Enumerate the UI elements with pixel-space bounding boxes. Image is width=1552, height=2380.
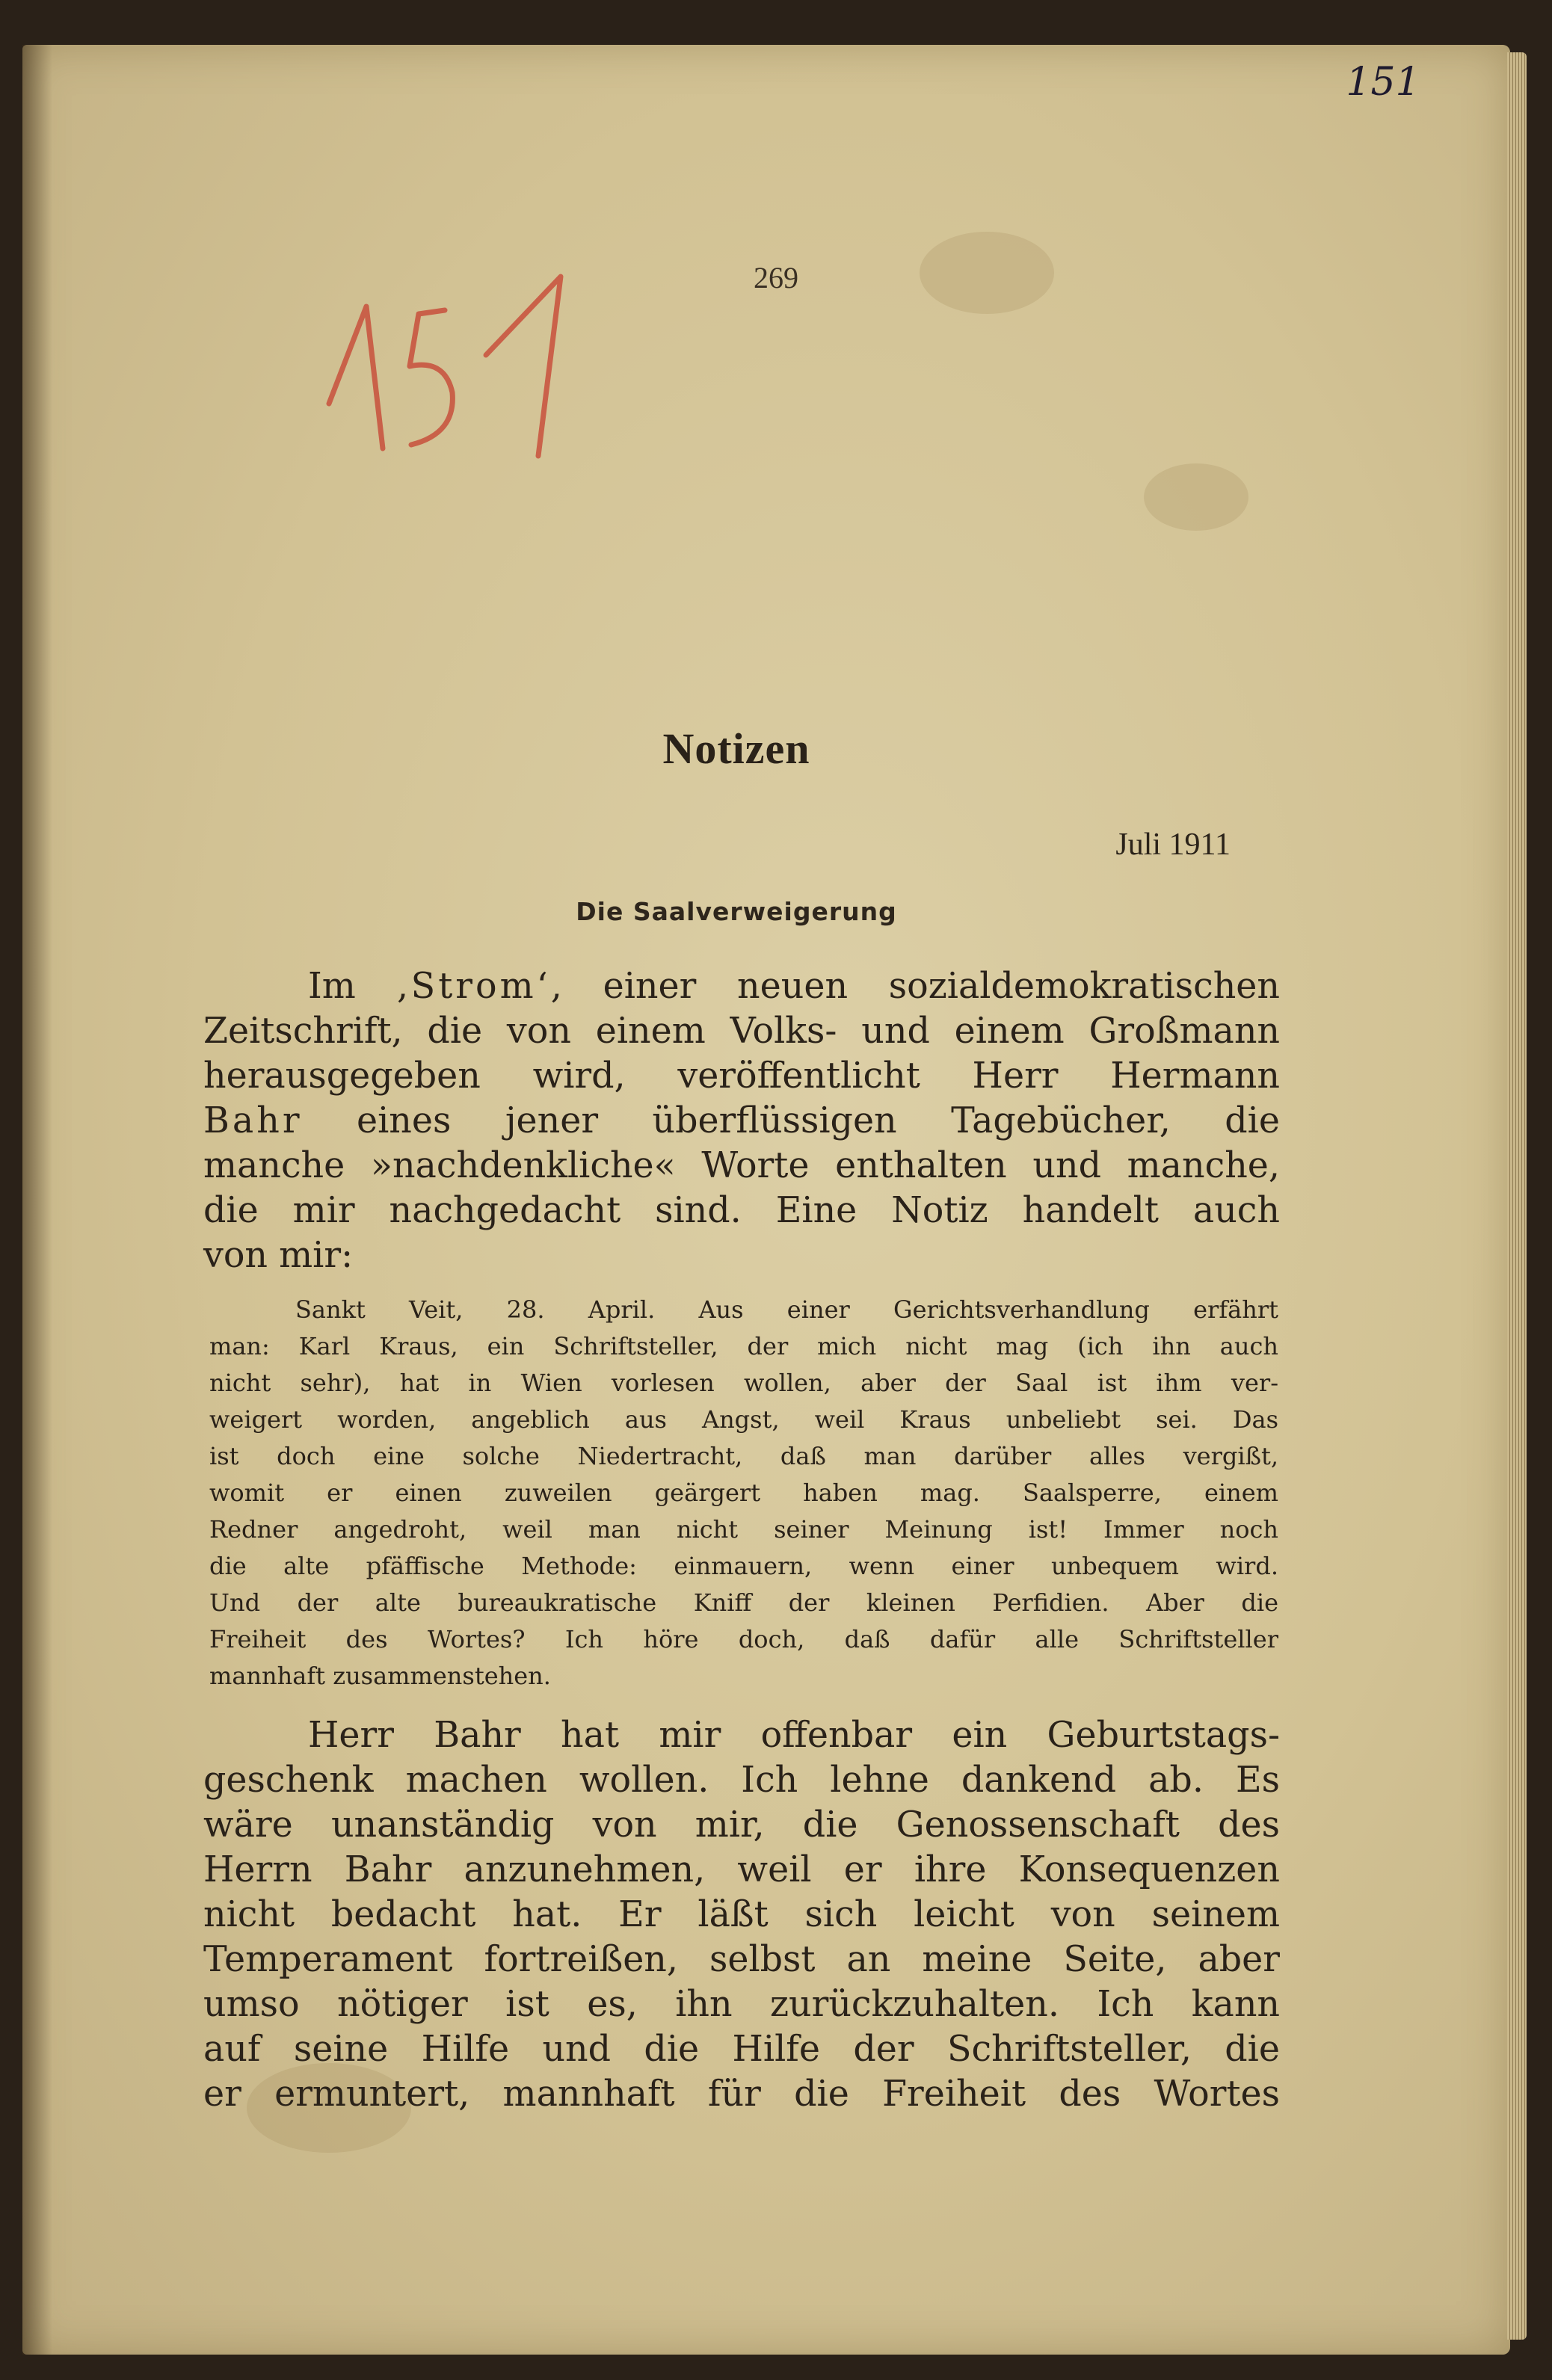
text-line: manche »nachdenkliche« Worte enthalten und manche,	[203, 1145, 1280, 1186]
text-line: Temperament fortreißen, selbst an meine Seite, aber	[203, 1939, 1280, 1980]
quote-line: ist doch eine solche Niedertracht, daß man darüber alles vergißt,	[209, 1442, 1278, 1470]
red-pencil-drawing	[314, 269, 613, 478]
text-line: die mir nachgedacht sind. Eine Notiz handelt auch	[203, 1190, 1280, 1231]
paper-stain	[1144, 463, 1248, 531]
text-line: Im ‚Strom‘, einer neuen sozialdemokratischen	[308, 966, 1281, 1007]
quote-line: die alte pfäffische Methode: einmauern, wenn einer unbequem wird.	[209, 1552, 1278, 1580]
text-line: Zeitschrift, die von einem Volks- und einem Großmann	[203, 1011, 1280, 1052]
text-line: auf seine Hilfe und die Hilfe der Schriftsteller, die	[203, 2029, 1280, 2070]
red-digit-5	[410, 310, 452, 445]
article-subheading: Die Saalverweigerung	[576, 897, 897, 926]
quote-line: womit er einen zuweilen geärgert haben mag. Saalsperre, einem	[209, 1479, 1278, 1507]
quote-line: Und der alte bureaukratische Kniff der kleinen Perfidien. Aber die	[209, 1588, 1278, 1617]
section-heading: Notizen	[662, 724, 810, 773]
quote-line: man: Karl Kraus, ein Schriftsteller, der mich nicht mag (ich ihn auch	[209, 1332, 1278, 1360]
paragraph-response	[203, 1713, 1280, 2117]
text-line: er ermuntert, mannhaft für die Freiheit des Wortes	[203, 2074, 1280, 2115]
page-edges	[1507, 52, 1527, 2340]
quote-line: nicht sehr), hat in Wien vorlesen wollen, aber der Saal ist ihm ver-	[209, 1369, 1278, 1397]
quote-line: weigert worden, angeblich aus Angst, weil Kraus unbeliebt sei. Das	[209, 1405, 1278, 1434]
red-pencil-folio-number	[314, 269, 613, 478]
handwritten-folio-number: 151	[1346, 60, 1420, 105]
quote-line: Redner angedroht, weil man nicht seiner Meinung ist! Immer noch	[209, 1515, 1278, 1544]
dateline: Juli 1911	[1115, 827, 1231, 862]
text-line: wäre unanständig von mir, die Genossenschaft des	[203, 1804, 1280, 1846]
text-line: umso nötiger ist es, ihn zurückzuhalten. Ich kann	[203, 1984, 1280, 2025]
text-line: nicht bedacht hat. Er läßt sich leicht von seinem	[203, 1894, 1280, 1935]
page-number: 269	[754, 261, 798, 295]
text-line: von mir:	[203, 1235, 354, 1276]
paragraph-intro	[203, 964, 1280, 1278]
text-line: Bahr eines jener überflüssigen Tagebücher, die	[203, 1100, 1280, 1141]
quoted-diary-entry	[209, 1292, 1278, 1695]
text-line: Herrn Bahr anzunehmen, weil er ihre Konsequenzen	[203, 1849, 1280, 1890]
red-digit-1	[329, 306, 383, 448]
text-line: geschenk machen wollen. Ich lehne dankend ab. Es	[203, 1760, 1280, 1801]
quote-line: Freiheit des Wortes? Ich höre doch, daß dafür alle Schriftsteller	[209, 1625, 1278, 1653]
emphasized-title: ‚Strom‘	[396, 966, 551, 1007]
quote-line: Sankt Veit, 28. April. Aus einer Gerichtsverhandlung erfährt	[295, 1295, 1278, 1324]
emphasized-name: Bahr	[203, 1100, 303, 1141]
quote-line: mannhaft zusammenstehen.	[209, 1662, 551, 1690]
text-line: Herr Bahr hat mir offenbar ein Geburtstags-	[308, 1715, 1280, 1756]
gutter-shadow	[22, 45, 52, 2355]
text-line: herausgegeben wird, veröffentlicht Herr Hermann	[203, 1055, 1280, 1097]
red-digit-1b	[486, 277, 561, 456]
